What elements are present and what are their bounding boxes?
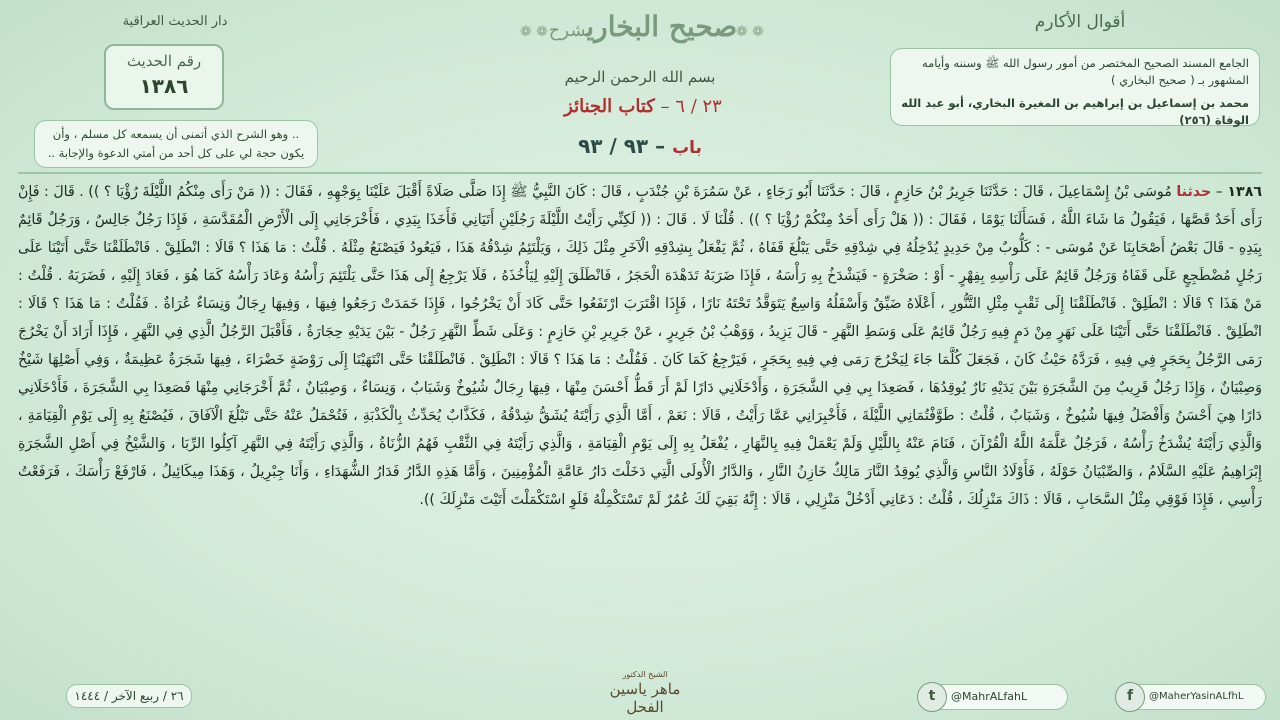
header-band bbox=[0, 0, 1280, 180]
book-title-text: صحيح البخاري bbox=[586, 10, 738, 43]
bab-word: باب bbox=[672, 138, 702, 158]
signature: ماهر ياسين الفحل bbox=[609, 680, 681, 716]
author-name: محمد بن إسماعيل بن إبراهيم بن المغيرة البخاري، أبو عبد الله الوفاة (٢٥٦) bbox=[901, 96, 1249, 127]
twitter-link[interactable] bbox=[918, 684, 1068, 710]
footer-date: ٢٦ / ربيع الآخر / ١٤٤٤ bbox=[66, 684, 192, 708]
sharh-quote: .. وهو الشرح الذي أتمنى أن يسمعه كل مسلم ، وأن يكون حجة لي على كل أحد من أمتي الدعوة والإجابة .. bbox=[34, 120, 318, 168]
bab-heading: باب – ٩٣ / ٩٣ bbox=[578, 134, 702, 158]
book-title bbox=[540, 10, 740, 43]
hadith-text: ١٣٨٦ – حدثنا مُوسَى بْنُ إِسْمَاعِيلَ ، قَالَ : حَدَّثَنَا جَرِيرُ بْنُ حَازِمٍ ، قَالَ : حَدَّثَنَا أَبُو رَجَاءٍ ، عَنْ سَمُرَةَ بْنِ جُنْدَبٍ ، قَالَ : كَانَ النَّبِيُّ ﷺ إِذَا صَلَّى صَلَاةً أَقْبَلَ عَلَيْنَا بِوَجْهِهِ ، فَقَالَ : (( مَنْ رَأَى مِنْكُمُ اللَّيْلَةَ رُؤْيَا ؟ )) . قَالَ : فَإِنْ رَأَى أَحَدٌ قَصَّهَا ، فَيَقُولُ مَا شَاءَ اللَّهُ ، فَسَأَلَنَا يَوْمًا ، فَقَالَ : (( هَلْ رَأَى أَحَدٌ مِنْكُمْ رُؤْيَا ؟ )) . قُلْنَا لَا . قَالَ : (( لَكِنِّي رَأَيْتُ اللَّيْلَةَ رَجُلَيْنِ أَتَيَانِي فَأَخَذَا بِيَدِي ، فَأَخْرَجَانِي إِلَى الْأَرْضِ الْمُقَدَّسَةِ ، فَإِذَا رَجُلٌ جَالِسٌ ، وَرَجُلٌ قَائِمٌ بِيَدِهِ - قَالَ بَعْضُ أَصْحَابِنَا عَنْ مُوسَى - : كَلُّوبٌ مِنْ حَدِيدٍ يُدْخِلُهُ فِي شِدْقِهِ حَتَّى يَبْلُغَ قَفَاهُ ، ثُمَّ يَفْعَلُ بِشِدْقِهِ الْآخَرِ مِثْلَ ذَلِكَ ، وَيَلْتَئِمُ شِدْقُهُ هَذَا ، فَيَعُودُ فَيَصْنَعُ مِثْلَهُ . قُلْتُ : مَا هَذَا ؟ قَالَا : انْطَلِقْ . فَانْطَلَقْنَا حَتَّى أَتَيْنَا عَلَى رَجُلٍ مُضْطَجِعٍ عَلَى قَفَاهُ وَرَجُلٌ قَائِمٌ عَلَى رَأْسِهِ بِفِهْرٍ - أَوْ : صَخْرَةٍ - فَيَشْدَخُ بِهِ رَأْسَهُ ، فَإِذَا ضَرَبَهُ تَدَهْدَهَ الْحَجَرُ ، فَانْطَلَقَ إِلَيْهِ لِيَأْخُذَهُ ، فَلَا يَرْجِعُ إِلَى هَذَا حَتَّى يَلْتَئِمَ رَأْسُهُ وَعَادَ رَأْسُهُ كَمَا هُوَ ، فَعَادَ إِلَيْهِ ، فَضَرَبَهُ . قُلْتُ : مَنْ هَذَا ؟ قَالَا : انْطَلِقْ . فَانْطَلَقْنَا إِلَى ثَقْبٍ مِثْلِ التَّنُّورِ ، أَعْلَاهُ ضَيِّقٌ وَأَسْفَلُهُ وَاسِعٌ يَتَوَقَّدُ تَحْتَهُ نَارًا ، فَإِذَا اقْتَرَبَ ارْتَفَعُوا حَتَّى كَادَ أَنْ يَخْرُجُوا ، فَإِذَا خَمَدَتْ رَجَعُوا فِيهَا ، وَفِيهَا رِجَالٌ وَنِسَاءٌ عُرَاةٌ . فَقُلْتُ : مَا هَذَا ؟ قَالَا : انْطَلِقْ . فَانْطَلَقْنَا حَتَّى أَتَيْنَا عَلَى نَهَرٍ مِنْ دَمٍ فِيهِ رَجُلٌ قَائِمٌ عَلَى وَسَطِ النَّهَرِ - قَالَ يَزِيدُ ، وَوَهْبُ بْنُ جَرِيرٍ ، عَنْ جَرِيرِ بْنِ حَازِمٍ : وَعَلَى شَطِّ النَّهَرِ رَجُلٌ - بَيْنَ يَدَيْهِ حِجَارَةٌ ، فَأَقْبَلَ الرَّجُلُ الَّذِي فِي النَّهَرِ ، فَإِذَا أَرَادَ أَنْ يَخْرُجَ رَمَى الرَّجُلُ بِحَجَرٍ فِي فِيهِ ، فَرَدَّهُ حَيْثُ كَانَ ، فَجَعَلَ كُلَّمَا جَاءَ لِيَخْرُجَ رَمَى فِي فِيهِ بِحَجَرٍ ، فَيَرْجِعُ كَمَا كَانَ . فَقُلْتُ : مَا هَذَا ؟ قَالَا : انْطَلِقْ . فَانْطَلَقْنَا حَتَّى انْتَهَيْنَا إِلَى رَوْضَةٍ خَضْرَاءَ ، فِيهَا شَجَرَةٌ عَظِيمَةٌ ، وَفِي أَصْلِهَا شَيْخٌ وَصِبْيَانٌ ، وَإِذَا رَجُلٌ قَرِيبٌ مِنَ الشَّجَرَةِ بَيْنَ يَدَيْهِ نَارٌ يُوقِدُهَا ، فَصَعِدَا بِي فِي الشَّجَرَةِ ، وَأَدْخَلَانِي دَارًا لَمْ أَرَ قَطُّ أَحْسَنَ مِنْهَا ، فِيهَا رِجَالٌ شُيُوخٌ وَشَبَابٌ ، وَنِسَاءٌ ، وَصِبْيَانٌ ، ثُمَّ أَخْرَجَانِي مِنْهَا فَصَعِدَا بِي الشَّجَرَةَ ، فَأَدْخَلَانِي دَارًا هِيَ أَحْسَنُ وَأَفْضَلُ فِيهَا شُيُوخٌ ، وَشَبَابٌ ، قُلْتُ : طَوَّفْتُمَانِي اللَّيْلَةَ ، فَأَخْبِرَانِي عَمَّا رَأَيْتُ ، قَالَا : نَعَمْ ، أَمَّا الَّذِي رَأَيْتَهُ يُشَقُّ شِدْقُهُ ، فَكَذَّابٌ يُحَدِّثُ بِالْكَذْبَةِ ، فَتُحْمَلُ عَنْهُ حَتَّى تَبْلُغَ الْآفَاقَ ، فَيُصْنَعُ بِهِ إِلَى يَوْمِ الْقِيَامَةِ ، وَالَّذِي رَأَيْتَهُ يُشْدَخُ رَأْسُهُ ، فَرَجُلٌ عَلَّمَهُ اللَّهُ الْقُرْآنَ ، فَنَامَ عَنْهُ بِاللَّيْلِ وَلَمْ يَعْمَلْ فِيهِ بِالنَّهَارِ ، يُفْعَلُ بِهِ إِلَى يَوْمِ الْقِيَامَةِ ، وَالَّذِي رَأَيْتَهُ فِي الثَّقْبِ فَهُمُ الزُّنَاةُ ، وَالَّذِي رَأَيْتَهُ فِي النَّهَرِ آكِلُوا الرِّبَا ، وَالشَّيْخُ فِي أَصْلِ الشَّجَرَةِ إِبْرَاهِيمُ عَلَيْهِ السَّلَامُ ، وَالصِّبْيَانُ حَوْلَهُ ، فَأَوْلَادُ النَّاسِ وَالَّذِي يُوقِدُ النَّارَ مَالِكٌ خَازِنُ النَّارِ ، وَالدَّارُ الْأُولَى الَّتِي دَخَلْتَ دَارُ عَامَّةِ الْمُؤْمِنِينَ ، وَأَمَّا هَذِهِ الدَّارُ فَدَارُ الشُّهَدَاءِ ، وَأَنَا جِبْرِيلُ ، وَهَذَا مِيكَائِيلُ ، فَارْفَعْ رَأْسَكَ ، فَرَفَعْتُ رَأْسِي ، فَإِذَا فَوْقِي مِثْلُ السَّحَابِ ، قَالَا : ذَاكَ مَنْزِلُكَ ، قُلْتُ : دَعَانِي أَدْخُلْ مَنْزِلِي ، قَالَا : إِنَّهُ بَقِيَ لَكَ عُمُرٌ لَمْ تَسْتَكْمِلْهُ فَلَوِ اسْتَكْمَلْتَ أَتَيْتَ مَنْزِلَكَ )). bbox=[18, 184, 1262, 508]
hadith-text-number: ١٣٨٦ bbox=[1227, 184, 1262, 200]
hadith-number-badge bbox=[104, 44, 224, 110]
series-title: أقوال الأكارم bbox=[1034, 12, 1126, 32]
twitter-icon: t bbox=[917, 682, 947, 712]
hadith-body: مُوسَى بْنُ إِسْمَاعِيلَ ، قَالَ : حَدَّثَنَا جَرِيرُ بْنُ حَازِمٍ ، قَالَ : حَدَّثَنَا أَبُو رَجَاءٍ ، عَنْ سَمُرَةَ بْنِ جُنْدَبٍ ، قَالَ : كَانَ النَّبِيُّ ﷺ إِذَا صَلَّى صَلَاةً أَقْبَلَ عَلَيْنَا بِوَجْهِهِ ، فَقَالَ : (( مَنْ رَأَى مِنْكُمُ اللَّيْلَةَ رُؤْيَا ؟ )) . قَالَ : فَإِنْ رَأَى أَحَدٌ قَصَّهَا ، فَيَقُولُ مَا شَاءَ اللَّهُ ، فَسَأَلَنَا يَوْمًا ، فَقَالَ : (( هَلْ رَأَى أَحَدٌ مِنْكُمْ رُؤْيَا ؟ )) . قُلْنَا لَا . قَالَ : (( لَكِنِّي رَأَيْتُ اللَّيْلَةَ رَجُلَيْنِ أَتَيَانِي فَأَخَذَا بِيَدِي ، فَأَخْرَجَانِي إِلَى الْأَرْضِ الْمُقَدَّسَةِ ، فَإِذَا رَجُلٌ جَالِسٌ ، وَرَجُلٌ قَائِمٌ بِيَدِهِ - قَالَ بَعْضُ أَصْحَابِنَا عَنْ مُوسَى - : كَلُّوبٌ مِنْ حَدِيدٍ يُدْخِلُهُ فِي شِدْقِهِ حَتَّى يَبْلُغَ قَفَاهُ ، ثُمَّ يَفْعَلُ بِشِدْقِهِ الْآخَرِ مِثْلَ ذَلِكَ ، وَيَلْتَئِمُ شِدْقُهُ هَذَا ، فَيَعُودُ فَيَصْنَعُ مِثْلَهُ . قُلْتُ : مَا هَذَا ؟ قَالَا : انْطَلِقْ . فَانْطَلَقْنَا حَتَّى أَتَيْنَا عَلَى رَجُلٍ مُضْطَجِعٍ عَلَى قَفَاهُ وَرَجُلٌ قَائِمٌ عَلَى رَأْسِهِ بِفِهْرٍ - أَوْ : صَخْرَةٍ - فَيَشْدَخُ بِهِ رَأْسَهُ ، فَإِذَا ضَرَبَهُ تَدَهْدَهَ الْحَجَرُ ، فَانْطَلَقَ إِلَيْهِ لِيَأْخُذَهُ ، فَلَا يَرْجِعُ إِلَى هَذَا حَتَّى يَلْتَئِمَ رَأْسُهُ وَعَادَ رَأْسُهُ كَمَا هُوَ ، فَعَادَ إِلَيْهِ ، فَضَرَبَهُ . قُلْتُ : مَنْ هَذَا ؟ قَالَا : انْطَلِقْ . فَانْطَلَقْنَا إِلَى ثَقْبٍ مِثْلِ التَّنُّورِ ، أَعْلَاهُ ضَيِّقٌ وَأَسْفَلُهُ وَاسِعٌ يَتَوَقَّدُ تَحْتَهُ نَارًا ، فَإِذَا اقْتَرَبَ ارْتَفَعُوا حَتَّى كَادَ أَنْ يَخْرُجُوا ، فَإِذَا خَمَدَتْ رَجَعُوا فِيهَا ، وَفِيهَا رِجَالٌ وَنِسَاءٌ عُرَاةٌ . فَقُلْتُ : مَا هَذَا ؟ قَالَا : انْطَلِقْ . فَانْطَلَقْنَا حَتَّى أَتَيْنَا عَلَى نَهَرٍ مِنْ دَمٍ فِيهِ رَجُلٌ قَائِمٌ عَلَى وَسَطِ النَّهَرِ - قَالَ يَزِيدُ ، وَوَهْبُ بْنُ جَرِيرٍ ، عَنْ جَرِيرِ بْنِ حَازِمٍ : وَعَلَى شَطِّ النَّهَرِ رَجُلٌ - بَيْنَ يَدَيْهِ حِجَارَةٌ ، فَأَقْبَلَ الرَّجُلُ الَّذِي فِي النَّهَرِ ، فَإِذَا أَرَادَ أَنْ يَخْرُجَ رَمَى الرَّجُلُ بِحَجَرٍ فِي فِيهِ ، فَرَدَّهُ حَيْثُ كَانَ ، فَجَعَلَ كُلَّمَا جَاءَ لِيَخْرُجَ رَمَى فِي فِيهِ بِحَجَرٍ ، فَيَرْجِعُ كَمَا كَانَ . فَقُلْتُ : مَا هَذَا ؟ قَالَا : انْطَلِقْ . فَانْطَلَقْنَا حَتَّى انْتَهَيْنَا إِلَى رَوْضَةٍ خَضْرَاءَ ، فِيهَا شَجَرَةٌ عَظِيمَةٌ ، وَفِي أَصْلِهَا شَيْخٌ وَصِبْيَانٌ ، وَإِذَا رَجُلٌ قَرِيبٌ مِنَ الشَّجَرَةِ بَيْنَ يَدَيْهِ نَارٌ يُوقِدُهَا ، فَصَعِدَا بِي فِي الشَّجَرَةِ ، وَأَدْخَلَانِي دَارًا لَمْ أَرَ قَطُّ أَحْسَنَ مِنْهَا ، فِيهَا رِجَالٌ شُيُوخٌ وَشَبَابٌ ، وَنِسَاءٌ ، وَصِبْيَانٌ ، ثُمَّ أَخْرَجَانِي مِنْهَا فَصَعِدَا بِي الشَّجَرَةَ ، فَأَدْخَلَانِي دَارًا هِيَ أَحْسَنُ وَأَفْضَلُ فِيهَا شُيُوخٌ ، وَشَبَابٌ ، قُلْتُ : طَوَّفْتُمَانِي اللَّيْلَةَ ، فَأَخْبِرَانِي عَمَّا رَأَيْتُ ، قَالَا : نَعَمْ ، أَمَّا الَّذِي رَأَيْتَهُ يُشَقُّ شِدْقُهُ ، فَكَذَّابٌ يُحَدِّثُ بِالْكَذْبَةِ ، فَتُحْمَلُ عَنْهُ حَتَّى تَبْلُغَ الْآفَاقَ ، فَيُصْنَعُ بِهِ إِلَى يَوْمِ الْقِيَامَةِ ، وَالَّذِي رَأَيْتَهُ يُشْدَخُ رَأْسُهُ ، فَرَجُلٌ عَلَّمَهُ اللَّهُ الْقُرْآنَ ، فَنَامَ عَنْهُ بِاللَّيْلِ وَلَمْ يَعْمَلْ فِيهِ بِالنَّهَارِ ، يُفْعَلُ بِهِ إِلَى يَوْمِ الْقِيَامَةِ ، وَالَّذِي رَأَيْتَهُ فِي الثَّقْبِ فَهُمُ الزُّنَاةُ ، وَالَّذِي رَأَيْتَهُ فِي النَّهَرِ آكِلُوا الرِّبَا ، وَالشَّيْخُ فِي أَصْلِ الشَّجَرَةِ إِبْرَاهِيمُ عَلَيْهِ السَّلَامُ ، وَالصِّبْيَانُ حَوْلَهُ ، فَأَوْلَادُ النَّاسِ وَالَّذِي يُوقِدُ النَّارَ مَالِكٌ خَازِنُ النَّارِ ، وَالدَّارُ الْأُولَى الَّتِي دَخَلْتَ دَارُ عَامَّةِ الْمُؤْمِنِينَ ، وَأَمَّا هَذِهِ الدَّارُ فَدَارُ الشُّهَدَاءِ ، وَأَنَا جِبْرِيلُ ، وَهَذَا مِيكَائِيلُ ، فَارْفَعْ رَأْسَكَ ، فَرَفَعْتُ رَأْسِي ، فَإِذَا فَوْقِي مِثْلُ السَّحَابِ ، قَالَا : ذَاكَ مَنْزِلُكَ ، قُلْتُ : دَعَانِي أَدْخُلْ مَنْزِلِي ، قَالَا : إِنَّهُ بَقِيَ لَكَ عُمُرٌ لَمْ تَسْتَكْمِلْهُ فَلَوِ اسْتَكْمَلْتَ أَتَيْتَ مَنْزِلَكَ )). bbox=[18, 184, 1262, 508]
sharh-word: شرح bbox=[548, 20, 587, 41]
ornament-icon: ❁ ❁ bbox=[736, 24, 764, 40]
ornament-icon: ❁ ❁ bbox=[520, 24, 548, 40]
divider bbox=[18, 172, 1262, 174]
kitab-ref: ٢٣ / ٦ bbox=[675, 96, 722, 117]
basmala: بسم الله الرحمن الرحيم bbox=[564, 68, 716, 86]
signature-title: الشيخ الدكتور bbox=[622, 670, 668, 679]
facebook-link[interactable] bbox=[1116, 684, 1266, 710]
twitter-handle: @MahrALfahL bbox=[951, 690, 1028, 703]
haddathana-word: حدثنا bbox=[1176, 184, 1212, 200]
publisher-name: دار الحديث العراقية bbox=[122, 14, 228, 29]
facebook-icon: f bbox=[1115, 682, 1145, 712]
hadith-number-label: رقم الحديث bbox=[126, 52, 202, 70]
hadith-number: ١٣٨٦ bbox=[139, 74, 189, 98]
book-info-box bbox=[890, 48, 1260, 126]
facebook-handle: @MaherYasinALfhL bbox=[1149, 691, 1244, 702]
kitab-heading: ٢٣ / ٦ – كتاب الجنائز bbox=[564, 96, 722, 117]
book-full-title: الجامع المسند الصحيح المختصر من أمور رسول الله ﷺ وسننه وأيامه المشهور بـ ( صحيح البخاري ) bbox=[921, 56, 1249, 87]
kitab-title: كتاب الجنائز bbox=[564, 96, 655, 117]
bab-number: ٩٣ / ٩٣ bbox=[578, 134, 649, 158]
